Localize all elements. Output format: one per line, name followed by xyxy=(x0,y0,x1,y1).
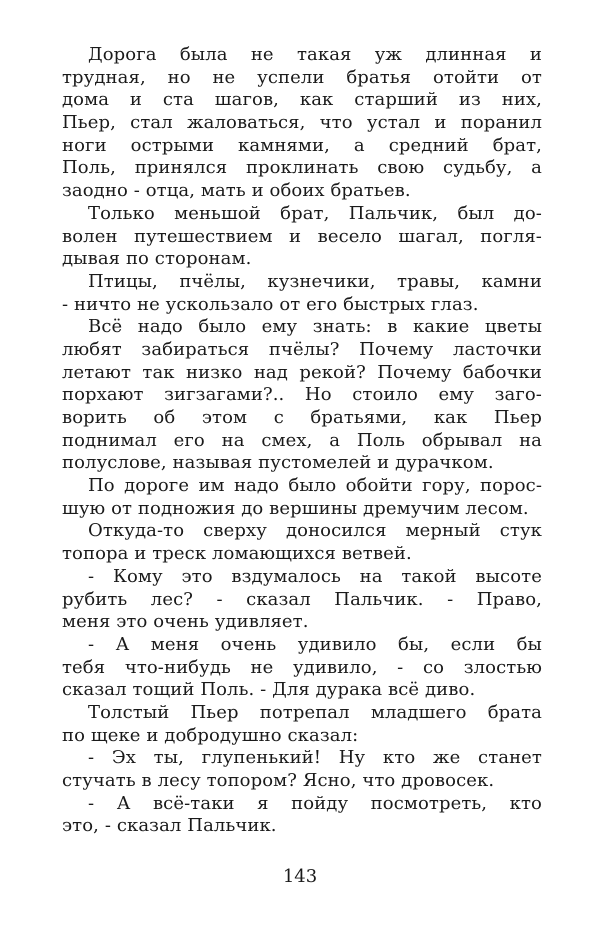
text-line: Всё надо было ему знать: в какие цветы xyxy=(88,316,542,338)
text-line: - Кому это вздумалось на такой высоте xyxy=(88,565,542,587)
text-line: Птицы, пчёлы, кузнечики, травы, камни xyxy=(88,270,542,292)
text-line: летают так низко над рекой? Почему бабочки xyxy=(62,361,542,383)
text-line: Только меньшой брат, Пальчик, был до- xyxy=(88,202,542,224)
text-line: - ничто не ускользало от его быстрых глаз. xyxy=(62,293,479,315)
text-line: по щеке и добродушно сказал: xyxy=(62,724,359,746)
page-number: 143 xyxy=(282,866,318,887)
text-line: Поль, принялся проклинать свою судьбу, а xyxy=(62,157,542,179)
text-line: полуслове, называя пустомелей и дурачком. xyxy=(62,452,494,474)
text-line: По дороге им надо было обойти гору, порос- xyxy=(88,475,542,497)
text-line: - А меня очень удивило бы, если бы xyxy=(88,633,542,655)
text-line: Откуда-то сверху доносился мерный стук xyxy=(88,520,542,542)
text-line: ворить об этом с братьями, как Пьер xyxy=(62,407,542,428)
text-line: поднимал его на смех, а Поль обрывал на xyxy=(62,429,542,451)
text-line: Толстый Пьер потрепал младшего брата xyxy=(88,701,542,723)
text-line: топора и треск ломающихся ветвей. xyxy=(62,543,412,565)
text-line: - А всё-таки я пойду посмотреть, кто xyxy=(88,792,542,814)
text-line: трудная, но не успели братья отойти от xyxy=(62,66,542,88)
text-line: ноги острыми камнями, а средний брат, xyxy=(62,134,542,156)
text-line: порхают зигзагами?.. Но стоило ему заго- xyxy=(62,384,542,406)
text-line: волен путешествием и весело шагал, погля- xyxy=(62,225,542,247)
text-line: любят забираться пчёлы? Почему ласточки xyxy=(62,338,542,360)
text-line: дывая по сторонам. xyxy=(62,248,252,270)
text-line: Пьер, стал жаловаться, что устал и поранил xyxy=(62,112,542,134)
text-line: тебя что-нибудь не удивило, - со злостью xyxy=(62,656,542,678)
text-line: это, - сказал Пальчик. xyxy=(62,815,277,837)
text-line: рубить лес? - сказал Пальчик. - Право, xyxy=(62,588,542,610)
text-line: дома и ста шагов, как старший из них, xyxy=(62,89,542,111)
text-line: стучать в лесу топором? Ясно, что дровосек. xyxy=(62,770,495,791)
text-line: сказал тощий Поль. - Для дурака всё диво. xyxy=(62,679,476,701)
text-line: шую от подножия до вершины дремучим лесом. xyxy=(62,497,529,519)
text-line: меня это очень удивляет. xyxy=(62,611,309,633)
text-line: заодно - отца, мать и обоих братьев. xyxy=(62,180,411,202)
page-text xyxy=(62,44,542,838)
text-line: - Эх ты, глупенький! Ну кто же станет xyxy=(88,747,542,769)
text-line: Дорога была не такая уж длинная и xyxy=(88,44,542,65)
